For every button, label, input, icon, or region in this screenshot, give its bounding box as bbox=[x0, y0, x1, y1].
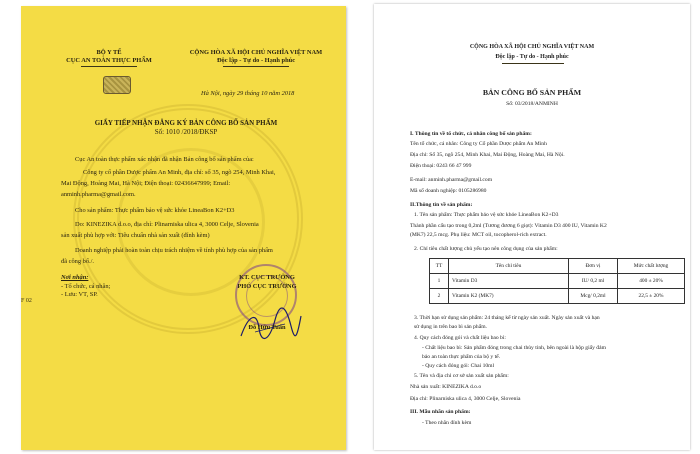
agency-underline bbox=[81, 66, 137, 67]
recipients-title: Nơi nhận: bbox=[61, 274, 89, 281]
registration-certificate bbox=[21, 6, 346, 450]
cert-para-5-line-2: đã công bố./. bbox=[61, 258, 95, 265]
agency-seal-stamp bbox=[103, 76, 131, 94]
cert-para-2-line-1: Công ty cổ phần Dược phẩm An Minh, địa chỉ: số 35, ngõ 254, Minh Khai, bbox=[83, 169, 276, 176]
table-header: Đơn vị bbox=[569, 259, 618, 274]
motto-underline bbox=[502, 63, 564, 64]
product-name: 1. Tên sản phẩm: Thực phẩm bảo vệ sức khỏe LineaBon K2+D3 bbox=[414, 212, 559, 218]
recipient-2: - Lưu: VT, SP. bbox=[61, 291, 98, 298]
agency-name: CỤC AN TOÀN THỰC PHẨM bbox=[66, 57, 152, 64]
ministry-name: BỘ Y TẾ bbox=[96, 49, 122, 56]
cert-para-1: Cục An toàn thực phẩm xác nhận đã nhận Bản công bố sản phẩm của: bbox=[75, 156, 254, 163]
org-phone: Điện thoại: 0243 66 47 999 bbox=[410, 163, 472, 169]
manufacturer-heading: 5. Tên và địa chỉ cơ sở sản xuất sản phẩm: bbox=[414, 373, 509, 379]
table-header-row bbox=[430, 259, 685, 274]
packaging-spec: - Quy cách đóng gói: Chai 10ml bbox=[422, 363, 495, 369]
registration-number: Số: 1010 /2018/ĐKSP bbox=[154, 128, 218, 136]
composition-line-2: (MK7) 22,5 mcg. Phụ liệu: MCT oil, tocopherol-rich extract. bbox=[410, 232, 547, 238]
declaration-number: Số: 03/2018/ANMINH bbox=[506, 101, 558, 107]
cert-para-2-line-3: anminh.pharma@gmail.com. bbox=[61, 191, 136, 198]
issue-date: Hà Nội, ngày 29 tháng 10 năm 2018 bbox=[201, 90, 295, 97]
section-2-title: II.Thông tin về sản phẩm: bbox=[410, 202, 473, 208]
packaging-material-line-2: bảo an toàn thực phẩm của bộ y tế. bbox=[422, 354, 501, 360]
org-name: Tên tổ chức, cá nhân: Công ty Cổ phần Dược phẩm An Minh bbox=[410, 141, 547, 147]
quality-criteria-heading: 2. Chỉ tiêu chất lượng chủ yếu tạo nên công dụng của sản phẩm: bbox=[414, 246, 558, 252]
org-email: E-mail: anminh.pharma@gmail.com bbox=[410, 177, 493, 183]
shelf-life-line-1: 3. Thời hạn sử dụng sản phẩm: 24 tháng kể từ ngày sản xuất. Ngày sản xuất và hạn bbox=[414, 315, 600, 321]
manufacturer-name: Nhà sản xuất: KINEZIKA d.o.o bbox=[410, 384, 482, 390]
table-row bbox=[430, 274, 685, 289]
table-header: TT bbox=[430, 259, 449, 274]
product-declaration bbox=[374, 4, 690, 450]
quality-criteria-table bbox=[429, 258, 685, 304]
table-cell: 22,5 ± 20% bbox=[618, 289, 685, 304]
manufacturer-address: Địa chỉ: Plinarniska ulica 4, 3000 Celje, Slovenia bbox=[410, 396, 521, 402]
section-1-title: I. Thông tin về tổ chức, cá nhân công bố sản phẩm: bbox=[410, 131, 532, 137]
cert-para-5-line-1: Doanh nghiệp phải hoàn toàn chịu trách nhiệm về tính phù hợp của sản phẩm bbox=[75, 247, 273, 254]
signer-title-2: PHÓ CỤC TRƯỞNG bbox=[237, 283, 297, 290]
table-cell: 400 ± 20% bbox=[618, 274, 685, 289]
org-address: Địa chỉ: Số 35, ngõ 254, Minh Khai, Mai Động, Hoàng Mai, Hà Nội. bbox=[410, 152, 565, 158]
signer-title-1: KT. CỤC TRƯỞNG bbox=[239, 274, 295, 281]
table-cell: Mcg/ 0,2ml bbox=[569, 289, 618, 304]
motto-underline bbox=[223, 66, 289, 67]
signer-name: Đỗ Hữu Tuấn bbox=[248, 324, 286, 331]
table-cell: IU/ 0,2 ml bbox=[569, 274, 618, 289]
table-cell: 1 bbox=[430, 274, 449, 289]
declaration-title: BẢN CÔNG BỐ SẢN PHẨM bbox=[482, 88, 582, 97]
table-header: Tên chỉ tiêu bbox=[449, 259, 569, 274]
composition-line-1: Thành phần cấu tạo trong 0,2ml (Tương đương 6 giọt): Vitamin D3 400 IU, Vitamin K2 bbox=[410, 223, 607, 229]
label-attachment-note: - Theo nhãn đính kèm bbox=[422, 420, 472, 426]
cert-para-2-line-2: Mai Động, Hoàng Mai, Hà Nội; Điện thoại: 02436647999; Email: bbox=[61, 180, 231, 187]
motto: Độc lập - Tự do - Hạnh phúc bbox=[495, 54, 569, 60]
certificate-title: GIẤY TIẾP NHẬN ĐĂNG KÝ BẢN CÔNG BỐ SẢN PHẨM bbox=[94, 119, 278, 127]
cert-para-4-line-1: Do: KINEZIKA d.o.o, địa chỉ: Plinarniska ulica 4, 3000 Celje, Slovenia bbox=[75, 221, 259, 228]
motto: Độc lập - Tự do - Hạnh phúc bbox=[216, 57, 296, 64]
republic-header: CỘNG HÒA XÃ HỘI CHỦ NGHĨA VIỆT NAM bbox=[469, 44, 595, 50]
table-header: Mức chất lượng bbox=[618, 259, 685, 274]
packaging-material-line-1: - Chất liệu bao bì: Sản phẩm đóng trong chai thủy tinh, bên ngoài là hộp giấy đảm bbox=[422, 345, 606, 351]
cert-para-3: Cho sản phẩm: Thực phẩm bảo vệ sức khỏe LineaBon K2+D3 bbox=[75, 207, 235, 214]
recipient-1: - Tổ chức, cá nhân; bbox=[61, 283, 111, 290]
table-row bbox=[430, 289, 685, 304]
org-tax-code: Mã số doanh nghiệp: 0105286980 bbox=[410, 188, 487, 194]
section-3-title: III. Mẫu nhãn sản phẩm: bbox=[410, 409, 471, 415]
table-cell: Vitamin D3 bbox=[449, 274, 569, 289]
table-cell: 2 bbox=[430, 289, 449, 304]
table-cell: Vitamin K2 (MK7) bbox=[449, 289, 569, 304]
packaging-heading: 4. Quy cách đóng gói và chất liệu bao bì: bbox=[414, 335, 506, 341]
cert-para-4-line-2: sản xuất phù hợp với: Tiêu chuẩn nhà sản xuất (đính kèm) bbox=[61, 232, 210, 239]
republic-header: CỘNG HÒA XÃ HỘI CHỦ NGHĨA VIỆT NAM bbox=[189, 49, 323, 56]
margin-mark: F 02 bbox=[21, 298, 32, 304]
shelf-life-line-2: sử dụng in trên bao bì sản phẩm. bbox=[414, 324, 487, 330]
